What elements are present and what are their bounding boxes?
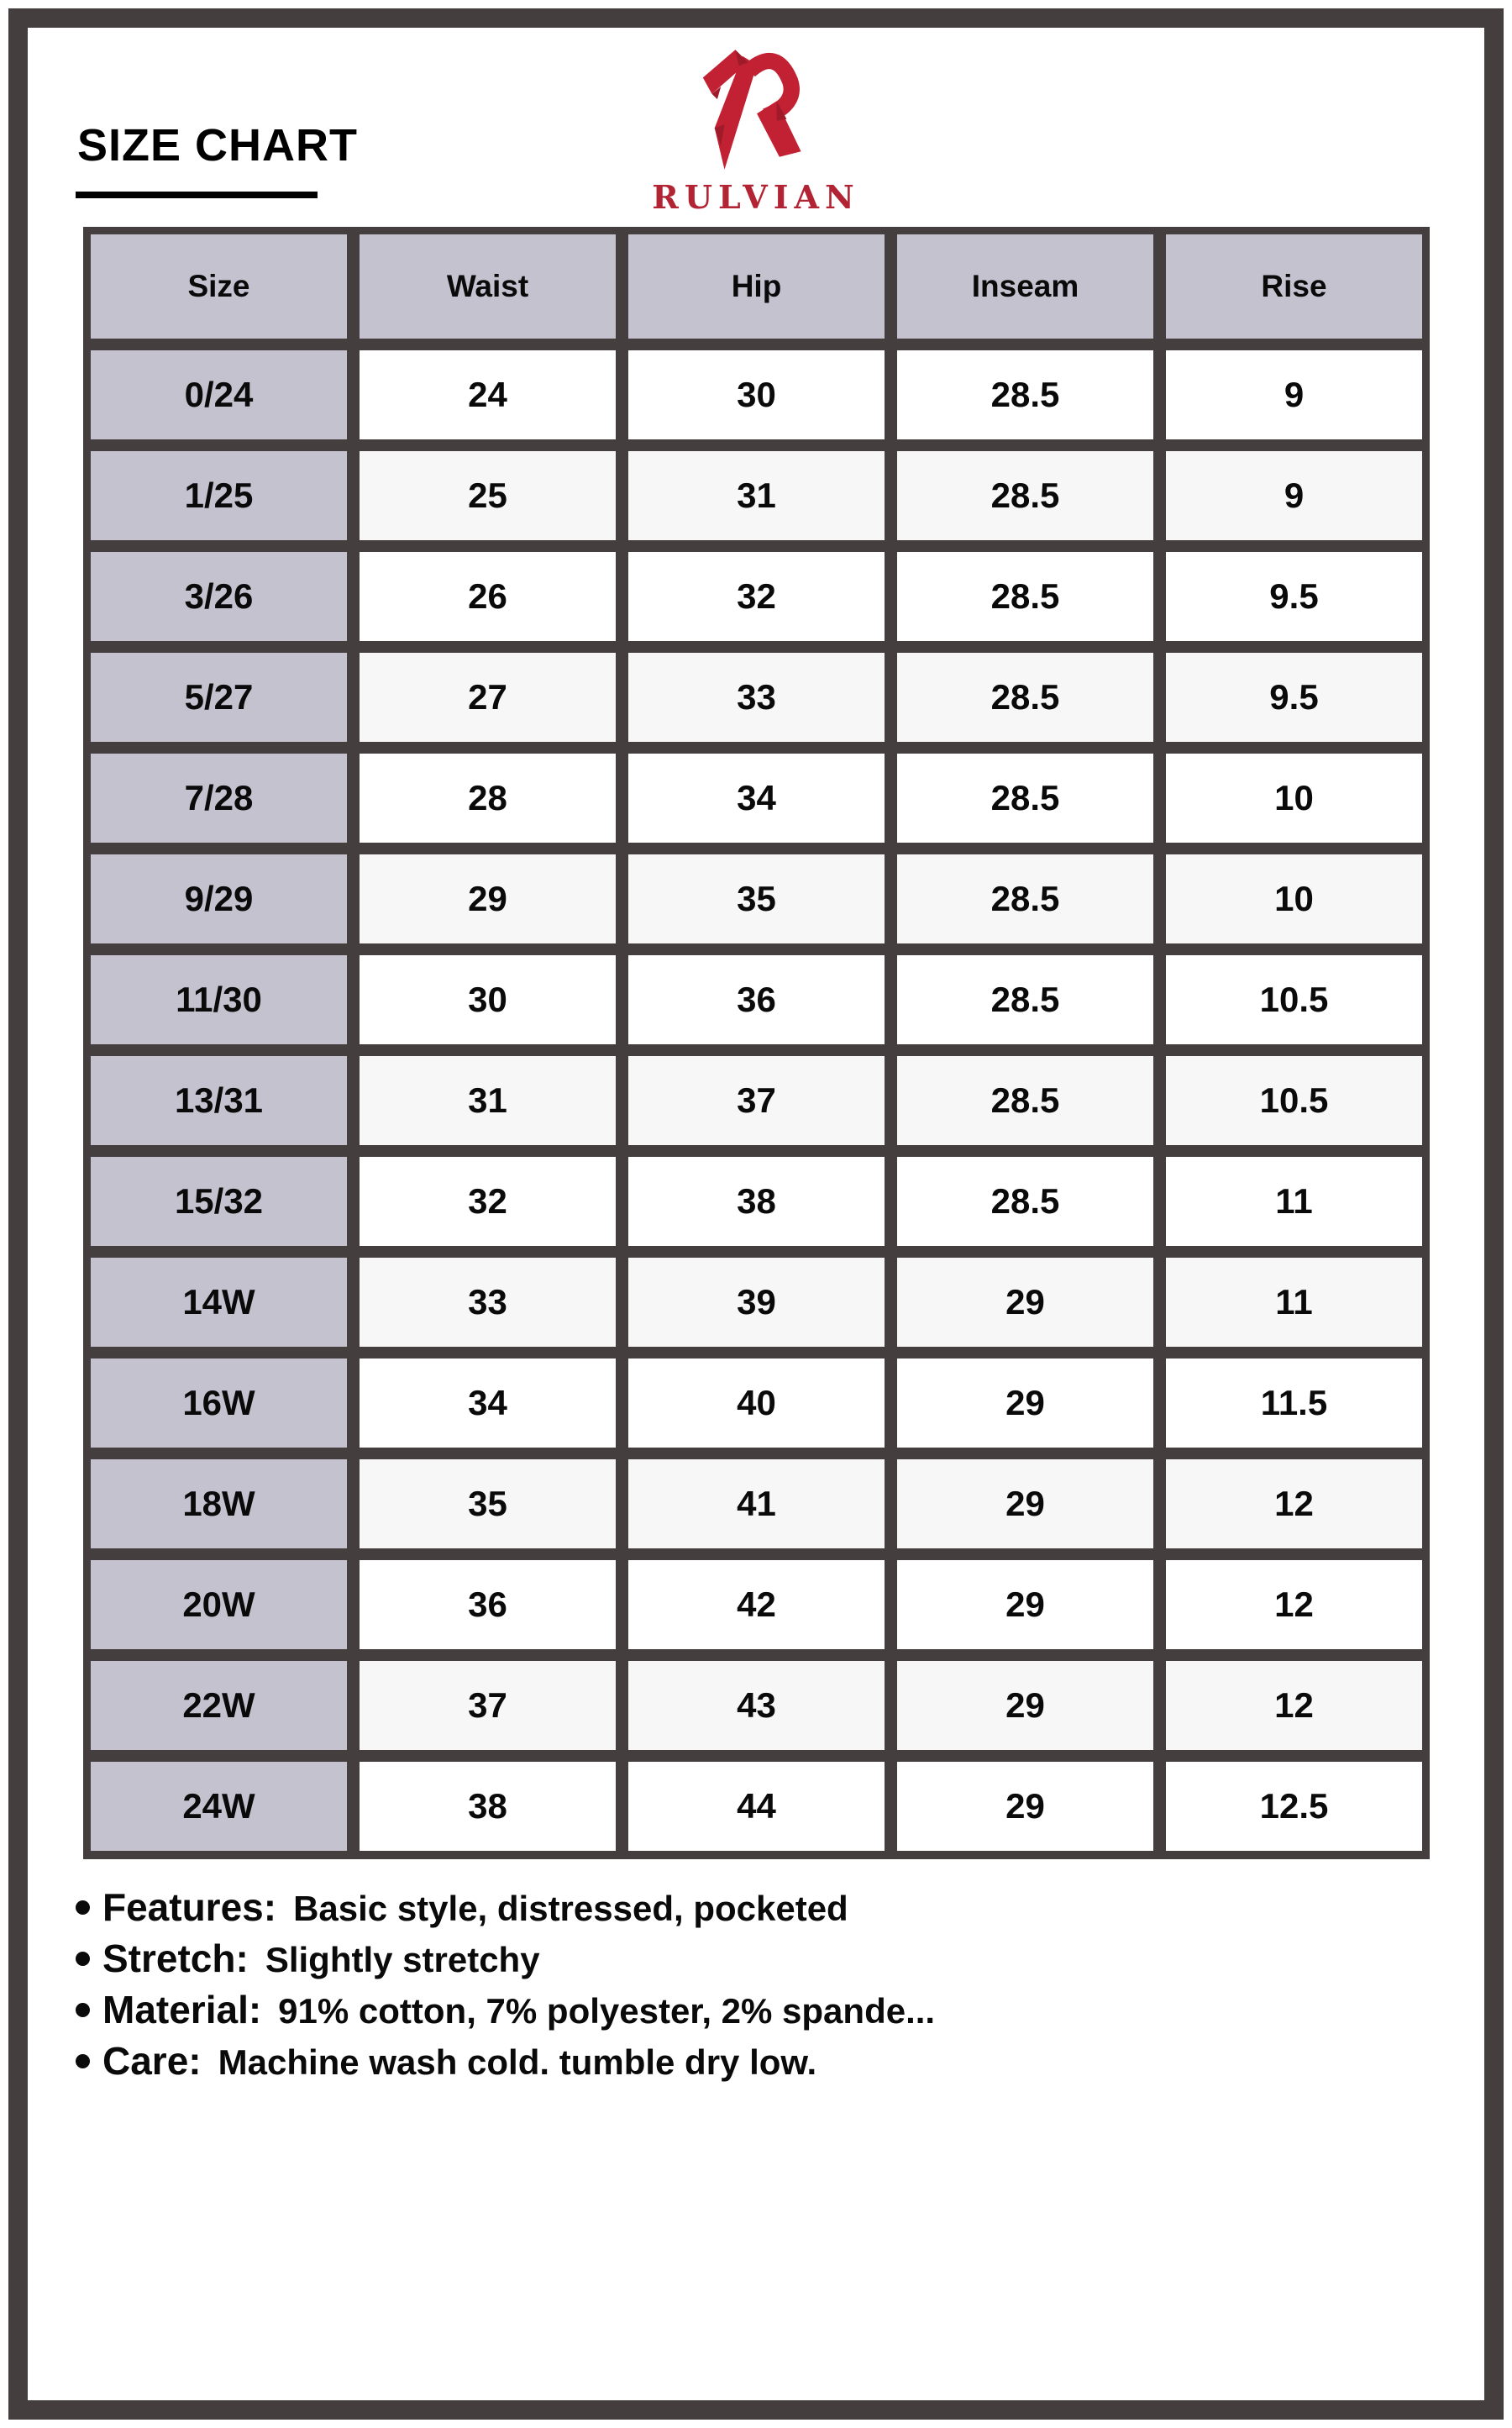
measurement-cell: 39 — [628, 1258, 885, 1347]
measurement-cell: 11.5 — [1166, 1359, 1422, 1448]
measurement-cell: 29 — [360, 854, 616, 943]
detail-value: Machine wash cold. tumble dry low. — [218, 2042, 817, 2082]
measurement-cell: 28.5 — [897, 955, 1153, 1044]
measurement-cell: 28.5 — [897, 1056, 1153, 1145]
size-label-cell: 18W — [91, 1459, 347, 1548]
brand-logo — [630, 47, 882, 216]
measurement-cell: 40 — [628, 1359, 885, 1448]
title-underline — [76, 192, 318, 198]
measurement-cell: 25 — [360, 451, 616, 540]
measurement-cell: 30 — [360, 955, 616, 1044]
measurement-cell: 12 — [1166, 1459, 1422, 1548]
measurement-cell: 35 — [628, 854, 885, 943]
measurement-cell: 30 — [628, 350, 885, 439]
column-header-inseam: Inseam — [897, 234, 1153, 339]
column-header-size: Size — [91, 234, 347, 339]
measurement-cell: 41 — [628, 1459, 885, 1548]
measurement-cell: 33 — [360, 1258, 616, 1347]
measurement-cell: 28.5 — [897, 854, 1153, 943]
measurement-cell: 12 — [1166, 1560, 1422, 1649]
detail-value: Basic style, distressed, pocketed — [293, 1889, 848, 1928]
measurement-cell: 29 — [897, 1661, 1153, 1750]
bullet-icon — [76, 2003, 90, 2017]
column-header-waist: Waist — [360, 234, 616, 339]
brand-wordmark: RULVIAN — [652, 178, 860, 216]
measurement-cell: 43 — [628, 1661, 885, 1750]
detail-value: 91% cotton, 7% polyester, 2% spande... — [278, 1991, 936, 2031]
measurement-cell: 28.5 — [897, 451, 1153, 540]
measurement-cell: 10 — [1166, 854, 1422, 943]
detail-label: Features: — [102, 1885, 277, 1929]
measurement-cell: 9 — [1166, 451, 1422, 540]
measurement-cell: 28.5 — [897, 552, 1153, 641]
measurement-cell: 29 — [897, 1359, 1153, 1448]
measurement-cell: 36 — [360, 1560, 616, 1649]
size-label-cell: 14W — [91, 1258, 347, 1347]
size-label-cell: 22W — [91, 1661, 347, 1750]
measurement-cell: 37 — [360, 1661, 616, 1750]
measurement-cell: 33 — [628, 653, 885, 742]
size-label-cell: 11/30 — [91, 955, 347, 1044]
measurement-cell: 12 — [1166, 1661, 1422, 1750]
measurement-cell: 10.5 — [1166, 1056, 1422, 1145]
product-details-list — [76, 1887, 1336, 2092]
measurement-cell: 38 — [360, 1762, 616, 1851]
detail-row-material — [76, 1989, 1336, 2030]
measurement-cell: 37 — [628, 1056, 885, 1145]
size-label-cell: 0/24 — [91, 350, 347, 439]
column-header-hip: Hip — [628, 234, 885, 339]
size-label-cell: 9/29 — [91, 854, 347, 943]
measurement-cell: 29 — [897, 1762, 1153, 1851]
detail-value: Slightly stretchy — [265, 1940, 540, 1979]
measurement-cell: 32 — [628, 552, 885, 641]
measurement-cell: 32 — [360, 1157, 616, 1246]
measurement-cell: 26 — [360, 552, 616, 641]
measurement-cell: 35 — [360, 1459, 616, 1548]
measurement-cell: 38 — [628, 1157, 885, 1246]
detail-row-care — [76, 2041, 1336, 2081]
page-title: SIZE CHART — [77, 120, 358, 171]
measurement-cell: 29 — [897, 1560, 1153, 1649]
measurement-cell: 28.5 — [897, 754, 1153, 843]
detail-label: Material: — [102, 1988, 262, 2031]
measurement-cell: 28 — [360, 754, 616, 843]
measurement-cell: 11 — [1166, 1258, 1422, 1347]
measurement-cell: 12.5 — [1166, 1762, 1422, 1851]
measurement-cell: 34 — [360, 1359, 616, 1448]
size-chart-table — [83, 227, 1430, 1859]
measurement-cell: 10 — [1166, 754, 1422, 843]
size-label-cell: 15/32 — [91, 1157, 347, 1246]
detail-row-stretch — [76, 1938, 1336, 1979]
measurement-cell: 28.5 — [897, 1157, 1153, 1246]
size-label-cell: 1/25 — [91, 451, 347, 540]
measurement-cell: 29 — [897, 1258, 1153, 1347]
size-label-cell: 13/31 — [91, 1056, 347, 1145]
measurement-cell: 36 — [628, 955, 885, 1044]
size-label-cell: 7/28 — [91, 754, 347, 843]
size-label-cell: 16W — [91, 1359, 347, 1448]
detail-label: Stretch: — [102, 1937, 249, 1980]
measurement-cell: 31 — [360, 1056, 616, 1145]
measurement-cell: 28.5 — [897, 350, 1153, 439]
measurement-cell: 9 — [1166, 350, 1422, 439]
measurement-cell: 24 — [360, 350, 616, 439]
bullet-icon — [76, 1952, 90, 1966]
measurement-cell: 44 — [628, 1762, 885, 1851]
column-header-rise: Rise — [1166, 234, 1422, 339]
size-label-cell: 5/27 — [91, 653, 347, 742]
bullet-icon — [76, 2054, 90, 2068]
brand-r-mark-icon — [693, 47, 819, 173]
measurement-cell: 11 — [1166, 1157, 1422, 1246]
measurement-cell: 42 — [628, 1560, 885, 1649]
size-label-cell: 20W — [91, 1560, 347, 1649]
measurement-cell: 9.5 — [1166, 552, 1422, 641]
detail-row-features — [76, 1887, 1336, 1927]
bullet-icon — [76, 1900, 90, 1915]
measurement-cell: 29 — [897, 1459, 1153, 1548]
measurement-cell: 28.5 — [897, 653, 1153, 742]
measurement-cell: 27 — [360, 653, 616, 742]
measurement-cell: 34 — [628, 754, 885, 843]
detail-label: Care: — [102, 2039, 202, 2083]
size-label-cell: 24W — [91, 1762, 347, 1851]
measurement-cell: 31 — [628, 451, 885, 540]
measurement-cell: 9.5 — [1166, 653, 1422, 742]
size-label-cell: 3/26 — [91, 552, 347, 641]
measurement-cell: 10.5 — [1166, 955, 1422, 1044]
